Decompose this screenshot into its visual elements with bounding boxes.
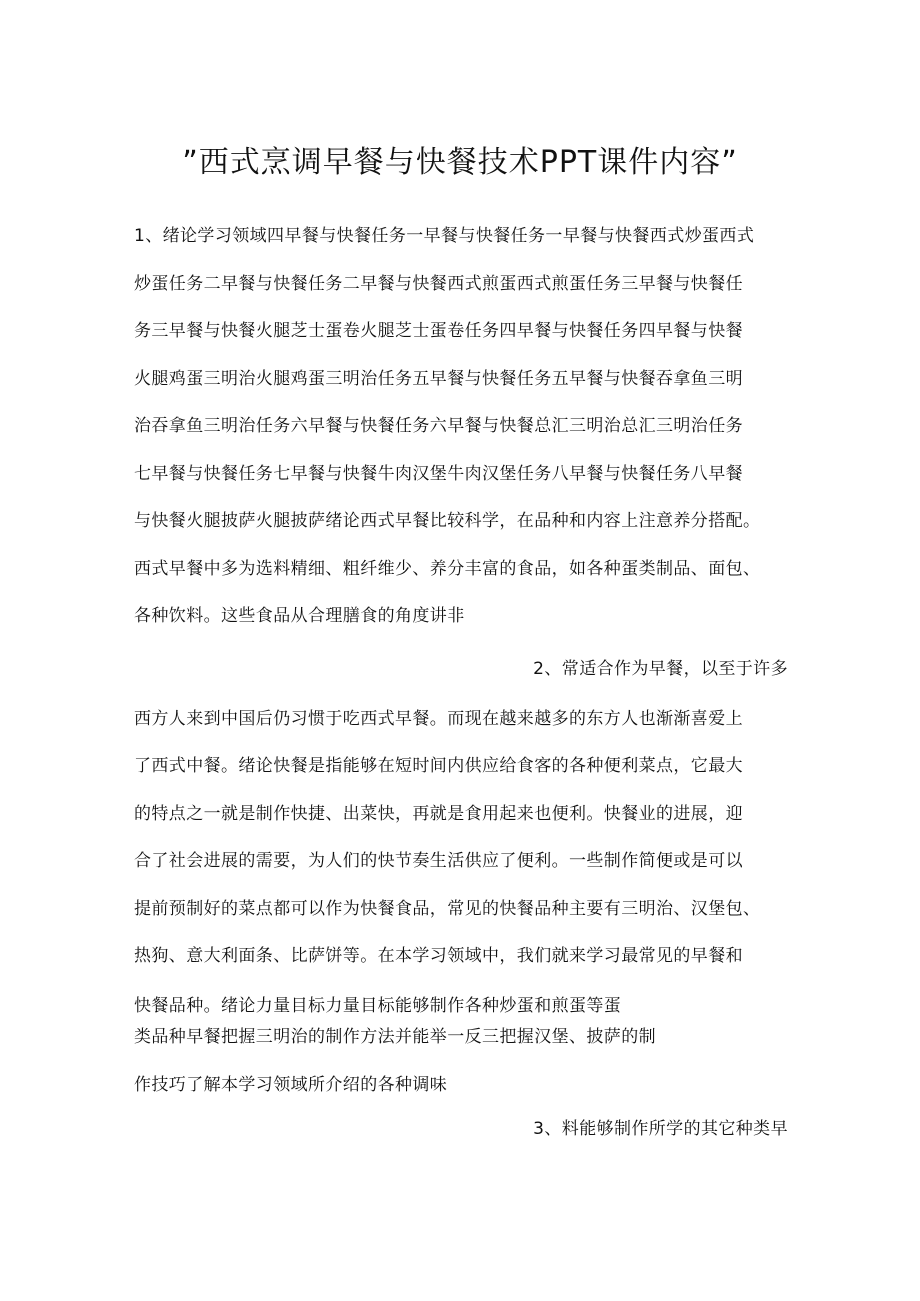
section-line: 3、料能够制作所学的其它种类早 (533, 1119, 788, 1139)
section-line: 2、常适合作为早餐，以至于许多 (533, 659, 788, 679)
paragraph-line: 的特点之一就是制作快捷、出菜快，再就是食用起来也便利。快餐业的进展，迎 (134, 804, 743, 824)
paragraph-line: 作技巧了解本学习领域所介绍的各种调味 (134, 1075, 448, 1095)
paragraph-line: 热狗、意大利面条、比萨饼等。在本学习领域中，我们就来学习最常见的早餐和 (134, 946, 743, 966)
paragraph-line: 西方人来到中国后仍习惯于吃西式早餐。而现在越来越多的东方人也渐渐喜爱上 (134, 709, 743, 729)
document-title: ”西式烹调早餐与快餐技术PPT课件内容” (182, 145, 738, 180)
paragraph-line: 务三早餐与快餐火腿芝士蛋卷火腿芝士蛋卷任务四早餐与快餐任务四早餐与快餐 (134, 321, 743, 341)
paragraph-line: 西式早餐中多为选料精细、粗纤维少、养分丰富的食品，如各种蛋类制品、面包、 (134, 559, 761, 579)
paragraph-line: 火腿鸡蛋三明治火腿鸡蛋三明治任务五早餐与快餐任务五早餐与快餐吞拿鱼三明 (134, 369, 743, 389)
paragraph-line: 提前预制好的菜点都可以作为快餐食品，常见的快餐品种主要有三明治、汉堡包、 (134, 899, 761, 919)
paragraph-line: 治吞拿鱼三明治任务六早餐与快餐任务六早餐与快餐总汇三明治总汇三明治任务 (134, 416, 743, 436)
paragraph-line: 炒蛋任务二早餐与快餐任务二早餐与快餐西式煎蛋西式煎蛋任务三早餐与快餐任 (134, 274, 743, 294)
paragraph-line: 与快餐火腿披萨火腿披萨绪论西式早餐比较科学，在品种和内容上注意养分搭配。 (134, 511, 761, 531)
paragraph-line: 了西式中餐。绪论快餐是指能够在短时间内供应给食客的各种便利菜点，它最大 (134, 756, 743, 776)
paragraph-line: 合了社会进展的需要，为人们的快节奏生活供应了便利。一些制作简便或是可以 (134, 851, 743, 871)
paragraph-line: 各种饮料。这些食品从合理膳食的角度讲非 (134, 606, 465, 626)
paragraph-line: 七早餐与快餐任务七早餐与快餐牛肉汉堡牛肉汉堡任务八早餐与快餐任务八早餐 (134, 464, 743, 484)
paragraph-line: 类品种早餐把握三明治的制作方法并能举一反三把握汉堡、披萨的制 (134, 1027, 656, 1047)
paragraph-line: 1、绪论学习领域四早餐与快餐任务一早餐与快餐任务一早餐与快餐西式炒蛋西式 (134, 226, 755, 246)
paragraph-line: 快餐品种。绪论力量目标力量目标能够制作各种炒蛋和煎蛋等蛋 (134, 996, 622, 1016)
